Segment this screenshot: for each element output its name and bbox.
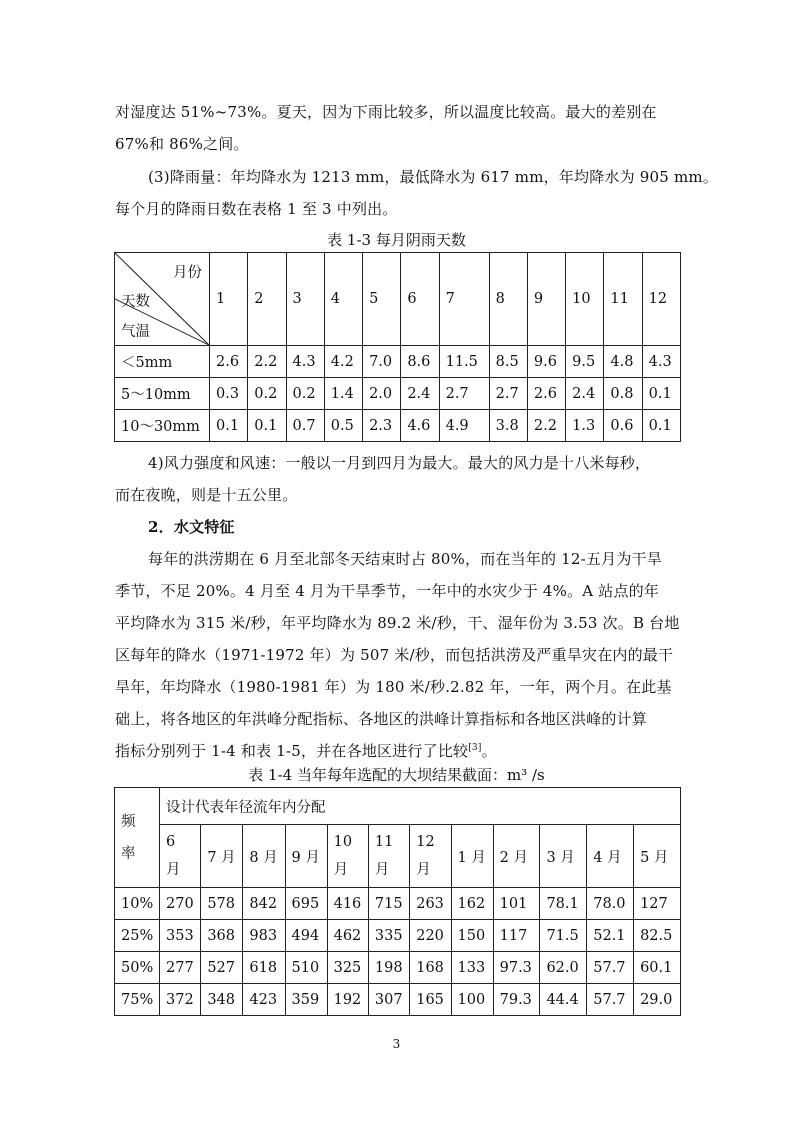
row-label: 25% (115, 920, 160, 952)
table-cell: 372 (160, 984, 201, 1016)
table-cell: 8.5 (489, 346, 527, 378)
row-label: 10% (115, 888, 160, 920)
table-cell: 2.4 (401, 378, 439, 410)
table-header-row (115, 825, 681, 888)
table-cell: 57.7 (587, 984, 634, 1016)
table-cell: 8.6 (401, 346, 439, 378)
table-cell: 353 (160, 920, 201, 952)
table-row (115, 984, 681, 1016)
paragraph-line: 每个月的降雨日数在表格 1 至 3 中列出。 (115, 200, 398, 218)
table-row (115, 346, 681, 378)
table-cell: 78.1 (540, 888, 587, 920)
table-header-row (115, 788, 681, 825)
row-label: 50% (115, 952, 160, 984)
table-cell: 368 (201, 920, 243, 952)
month-header: 6 (401, 253, 439, 346)
diagonal-header-cell (115, 253, 210, 346)
page-number: 3 (392, 1037, 401, 1051)
table-cell: 11.5 (439, 346, 489, 378)
table-cell: 307 (368, 984, 409, 1016)
table-row (115, 378, 681, 410)
table-cell: 2.4 (566, 378, 604, 410)
month-header: 5 (363, 253, 401, 346)
table-cell: 127 (634, 888, 681, 920)
table-cell: 150 (451, 920, 493, 952)
paragraph-text: 指标分别列于 1-4 和表 1-5，并在各地区进行了比较 (115, 742, 469, 760)
month-header: 6 月 (160, 825, 201, 888)
table-cell: 162 (451, 888, 493, 920)
table-cell: 133 (451, 952, 493, 984)
table-cell: 7.0 (363, 346, 401, 378)
table-cell: 4.3 (286, 346, 324, 378)
month-header: 12 月 (410, 825, 451, 888)
table-cell: 335 (368, 920, 409, 952)
month-header: 7 (439, 253, 489, 346)
table-cell: 423 (243, 984, 285, 1016)
paragraph-line: (3)降雨量：年均降水为 1213 mm，最低降水为 617 mm，年均降水为 905 mm。 (148, 168, 719, 186)
table-cell: 101 (493, 888, 540, 920)
paragraph-line: 对湿度达 51%~73%。夏天，因为下雨比较多，所以温度比较高。最大的差别在 (115, 103, 657, 121)
month-header: 11 (604, 253, 642, 346)
table-cell: 1.3 (566, 410, 604, 442)
citation-ref: [3] (468, 743, 482, 753)
table-cell: 62.0 (540, 952, 587, 984)
table-cell: 2.6 (210, 346, 248, 378)
month-header: 12 (642, 253, 680, 346)
table-cell: 4.3 (642, 346, 680, 378)
table-cell: 0.8 (604, 378, 642, 410)
table-cell: 165 (410, 984, 451, 1016)
month-header: 11 月 (368, 825, 409, 888)
table-cell: 82.5 (634, 920, 681, 952)
table-cell: 192 (327, 984, 368, 1016)
table-cell: 695 (285, 888, 327, 920)
month-header: 5 月 (634, 825, 681, 888)
table-1-4 (114, 787, 681, 1016)
header-days-label: 天数 (121, 294, 150, 310)
month-header: 2 月 (493, 825, 540, 888)
table-cell: 97.3 (493, 952, 540, 984)
table-cell: 618 (243, 952, 285, 984)
table-cell: 3.8 (489, 410, 527, 442)
freq-header-char: 率 (121, 845, 136, 862)
table-cell: 0.7 (286, 410, 324, 442)
table-cell: 117 (493, 920, 540, 952)
table-cell: 510 (285, 952, 327, 984)
table-cell: 0.1 (248, 410, 286, 442)
table-cell: 2.7 (489, 378, 527, 410)
table-cell: 0.2 (286, 378, 324, 410)
month-header: 3 (286, 253, 324, 346)
table-cell: 983 (243, 920, 285, 952)
paragraph-line: 区每年的降水（1971-1972 年）为 507 米/秒，而包括洪涝及严重旱灾在内的最干 (115, 646, 674, 664)
table-row (115, 410, 681, 442)
month-header: 8 (489, 253, 527, 346)
month-header: 10 月 (327, 825, 368, 888)
table-cell: 0.3 (210, 378, 248, 410)
table-1-4-caption: 表 1-4 当年每年选配的大坝结果截面：m³ /s (248, 766, 545, 784)
month-header: 2 (248, 253, 286, 346)
month-header: 1 月 (451, 825, 493, 888)
table-cell: 4.2 (324, 346, 362, 378)
table-1-3 (114, 252, 681, 442)
header-month-label: 月份 (173, 265, 202, 281)
table-cell: 0.1 (642, 410, 680, 442)
table-cell: 2.7 (439, 378, 489, 410)
header-temp-label: 气温 (121, 324, 150, 340)
table-cell: 2.2 (527, 410, 565, 442)
table-cell: 1.4 (324, 378, 362, 410)
paragraph-line: 67%和 86%之间。 (115, 135, 249, 153)
table-cell: 100 (451, 984, 493, 1016)
table-cell: 4.9 (439, 410, 489, 442)
table-cell: 0.2 (248, 378, 286, 410)
table-cell: 44.4 (540, 984, 587, 1016)
table-cell: 0.1 (210, 410, 248, 442)
table-cell: 29.0 (634, 984, 681, 1016)
row-label: ＜5mm (115, 346, 210, 378)
table-cell: 348 (201, 984, 243, 1016)
month-header: 3 月 (540, 825, 587, 888)
table-cell: 0.6 (604, 410, 642, 442)
paragraph-line (115, 740, 497, 761)
table-cell: 0.5 (324, 410, 362, 442)
table-cell: 71.5 (540, 920, 587, 952)
paragraph-line: 而在夜晚，则是十五公里。 (115, 486, 298, 504)
table-cell: 0.1 (642, 378, 680, 410)
paragraph-line: 4)风力强度和风速：一般以一月到四月为最大。最大的风力是十八米每秒， (148, 454, 651, 472)
table-cell: 52.1 (587, 920, 634, 952)
table-cell: 715 (368, 888, 409, 920)
table-cell: 168 (410, 952, 451, 984)
month-header: 10 (566, 253, 604, 346)
table-row (115, 920, 681, 952)
row-label: 75% (115, 984, 160, 1016)
table-cell: 359 (285, 984, 327, 1016)
table-cell: 2.0 (363, 378, 401, 410)
section-heading: 2．水文特征 (148, 518, 235, 536)
freq-header (115, 788, 160, 888)
table-cell: 60.1 (634, 952, 681, 984)
month-header: 4 (324, 253, 362, 346)
table-cell: 416 (327, 888, 368, 920)
table-row (115, 952, 681, 984)
table-cell: 4.8 (604, 346, 642, 378)
month-header: 9 月 (285, 825, 327, 888)
table-cell: 462 (327, 920, 368, 952)
table-row (115, 888, 681, 920)
paragraph-line: 旱年，年均降水（1980-1981 年）为 180 米/秒.2.82 年，一年，两个月。在此基 (115, 678, 672, 696)
freq-header-char: 频 (121, 813, 136, 830)
month-header: 9 (527, 253, 565, 346)
paragraph-line: 每年的洪涝期在 6 月至北部冬天结束时占 80%，而在当年的 12-五月为干旱 (148, 550, 662, 568)
table-cell: 270 (160, 888, 201, 920)
table-cell: 78.0 (587, 888, 634, 920)
table-cell: 9.5 (566, 346, 604, 378)
table-cell: 2.6 (527, 378, 565, 410)
paragraph-line: 季节，不足 20%。4 月至 4 月为干旱季节，一年中的水灾少于 4%。A 站点的年 (115, 582, 660, 600)
month-header: 8 月 (243, 825, 285, 888)
month-header: 1 (210, 253, 248, 346)
table-cell: 842 (243, 888, 285, 920)
table-cell: 578 (201, 888, 243, 920)
table-cell: 494 (285, 920, 327, 952)
table-cell: 4.6 (401, 410, 439, 442)
table-cell: 263 (410, 888, 451, 920)
row-label: 5～10mm (115, 378, 210, 410)
paragraph-line: 础上，将各地区的年洪峰分配指标、各地区的洪峰计算指标和各地区洪峰的计算 (115, 710, 648, 728)
table-cell: 325 (327, 952, 368, 984)
table-cell: 220 (410, 920, 451, 952)
table-header-row (115, 253, 681, 346)
table-cell: 9.6 (527, 346, 565, 378)
month-header: 4 月 (587, 825, 634, 888)
month-header: 7 月 (201, 825, 243, 888)
table-1-3-caption: 表 1-3 每月阴雨天数 (327, 231, 466, 249)
row-label: 10～30mm (115, 410, 210, 442)
paragraph-line: 平均降水为 315 米/秒，年平均降水为 89.2 米/秒，干、湿年份为 3.53 次。B 台地 (115, 614, 680, 632)
table-cell: 79.3 (493, 984, 540, 1016)
table-cell: 57.7 (587, 952, 634, 984)
table-cell: 198 (368, 952, 409, 984)
group-header: 设计代表年径流年内分配 (160, 788, 681, 825)
table-cell: 277 (160, 952, 201, 984)
paragraph-text: 。 (481, 742, 497, 760)
table-cell: 527 (201, 952, 243, 984)
table-cell: 2.2 (248, 346, 286, 378)
table-cell: 2.3 (363, 410, 401, 442)
